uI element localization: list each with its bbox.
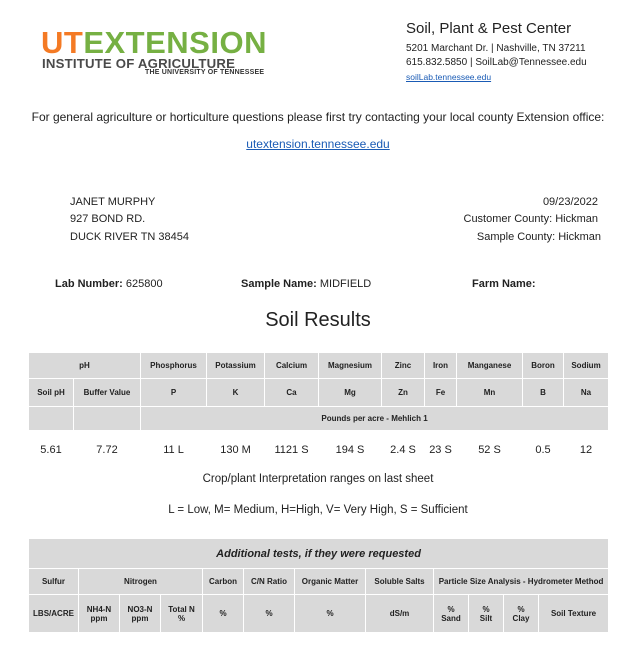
unit-nh4n-line2: ppm — [90, 613, 108, 623]
report-date: 09/23/2022 — [542, 196, 598, 208]
unit-sand-line1: % — [447, 604, 455, 614]
unit-no3n — [120, 595, 161, 633]
unit-no3n-line1: NO3-N — [127, 604, 153, 614]
units-blank-buffer — [74, 407, 141, 431]
value-soil-ph: 5.61 — [29, 431, 74, 469]
unit-clay — [504, 595, 539, 633]
header-phosphorus: Phosphorus — [141, 353, 207, 379]
value-b: 0.5 — [523, 431, 564, 469]
legend-note: L = Low, M= Medium, H=High, V= Very High, S = Sufficient — [168, 504, 468, 516]
subheader-mg: Mg — [319, 379, 382, 407]
unit-soluble-salts — [366, 595, 434, 633]
value-zn: 2.4 S — [382, 431, 425, 469]
add-header-carbon: Carbon — [203, 569, 244, 595]
lab-number-label: Lab Number: — [55, 278, 123, 290]
unit-lbs-acre — [29, 595, 79, 633]
subheader-soil-ph: Soil pH — [29, 379, 74, 407]
center-contact: 615.832.5850 | SoilLab@Tennessee.edu — [406, 57, 587, 68]
subheader-zn: Zn — [382, 379, 425, 407]
ranges-note: Crop/plant Interpretation ranges on last sheet — [202, 473, 434, 485]
logo-ut: UT — [41, 25, 84, 60]
sample-name — [241, 278, 371, 290]
subheader-p: P — [141, 379, 207, 407]
center-website-link[interactable]: soilLab.tennessee.edu — [406, 72, 492, 82]
units-note: Pounds per acre - Mehlich 1 — [141, 407, 609, 431]
value-fe: 23 S — [425, 431, 457, 469]
add-header-nitrogen: Nitrogen — [79, 569, 203, 595]
add-header-cn-ratio: C/N Ratio — [244, 569, 295, 595]
soil-results-title: Soil Results — [265, 309, 371, 331]
farm-name-label: Farm Name: — [472, 278, 536, 290]
ut-extension-logo — [41, 25, 267, 60]
sample-county: Sample County: Hickman — [476, 231, 601, 243]
header-manganese: Manganese — [457, 353, 523, 379]
subheader-buffer-value: Buffer Value — [74, 379, 141, 407]
unit-total-n — [161, 595, 203, 633]
additional-tests-title: Additional tests, if they were requested — [29, 539, 609, 569]
customer-city: DUCK RIVER TN 38454 — [70, 231, 190, 243]
header-magnesium: Magnesium — [319, 353, 382, 379]
unit-nh4n — [79, 595, 120, 633]
unit-cn-ratio-line1: % — [265, 609, 273, 618]
logo-university: THE UNIVERSITY OF TENNESSEE — [145, 69, 265, 76]
header-zinc: Zinc — [382, 353, 425, 379]
unit-organic-matter-line1: % — [326, 609, 334, 618]
intro-text: For general agriculture or horticulture questions please first try contacting your local county Extension office: — [31, 110, 605, 124]
unit-silt-line2: Silt — [479, 613, 493, 623]
sample-name-value: MIDFIELD — [319, 278, 372, 290]
add-header-organic-matter: Organic Matter — [295, 569, 366, 595]
lab-number — [55, 278, 163, 290]
value-buffer: 7.72 — [74, 431, 141, 469]
unit-total-n-line1: Total N — [168, 604, 195, 614]
unit-sand-line2: Sand — [441, 613, 461, 623]
unit-clay-line2: Clay — [512, 613, 530, 623]
header-sodium: Sodium — [564, 353, 609, 379]
logo-institute: INSTITUTE OF AGRICULTURE — [42, 56, 236, 71]
unit-carbon — [203, 595, 244, 633]
subheader-mn: Mn — [457, 379, 523, 407]
unit-sand — [434, 595, 469, 633]
unit-carbon-line1: % — [219, 609, 227, 618]
value-p: 11 L — [141, 431, 207, 469]
value-mg: 194 S — [319, 431, 382, 469]
header-iron: Iron — [425, 353, 457, 379]
unit-soil-texture-line1: Soil Texture — [550, 609, 597, 618]
logo-extension: EXTENSION — [83, 25, 267, 60]
value-k: 130 M — [207, 431, 265, 469]
subheader-fe: Fe — [425, 379, 457, 407]
add-header-soluble-salts: Soluble Salts — [366, 569, 434, 595]
subheader-na: Na — [564, 379, 609, 407]
add-header-sulfur: Sulfur — [29, 569, 79, 595]
unit-organic-matter — [295, 595, 366, 633]
customer-name: JANET MURPHY — [70, 196, 156, 208]
sample-name-label: Sample Name: — [241, 278, 317, 290]
unit-total-n-line2: % — [177, 613, 186, 623]
value-ca: 1121 S — [265, 431, 319, 469]
header-calcium: Calcium — [265, 353, 319, 379]
unit-silt-line1: % — [482, 604, 490, 614]
additional-tests-table — [28, 538, 609, 633]
subheader-k: K — [207, 379, 265, 407]
value-na: 12 — [564, 431, 609, 469]
subheader-ca: Ca — [265, 379, 319, 407]
center-name: Soil, Plant & Pest Center — [406, 20, 572, 37]
header-ph: pH — [29, 353, 141, 379]
unit-soil-texture — [539, 595, 609, 633]
customer-county: Customer County: Hickman — [463, 213, 598, 225]
subheader-b: B — [523, 379, 564, 407]
lab-number-value: 625800 — [125, 278, 163, 290]
header-boron: Boron — [523, 353, 564, 379]
intro-link-row — [0, 137, 636, 151]
unit-nh4n-line1: NH4-N — [86, 604, 112, 614]
farm-name — [472, 278, 536, 290]
value-mn: 52 S — [457, 431, 523, 469]
center-address: 5201 Marchant Dr. | Nashville, TN 37211 — [406, 43, 586, 54]
unit-lbs-acre-line1: LBS/ACRE — [33, 609, 74, 618]
unit-soluble-salts-line1: dS/m — [389, 609, 410, 618]
unit-cn-ratio — [244, 595, 295, 633]
header-potassium: Potassium — [207, 353, 265, 379]
soil-results-table — [28, 352, 609, 469]
units-blank-ph — [29, 407, 74, 431]
customer-street: 927 BOND RD. — [70, 213, 146, 225]
add-header-particle-size: Particle Size Analysis - Hydrometer Method — [434, 569, 609, 595]
unit-clay-line1: % — [517, 604, 525, 614]
extension-website-link[interactable]: utextension.tennessee.edu — [246, 137, 390, 151]
unit-no3n-line2: ppm — [131, 613, 149, 623]
unit-silt — [469, 595, 504, 633]
